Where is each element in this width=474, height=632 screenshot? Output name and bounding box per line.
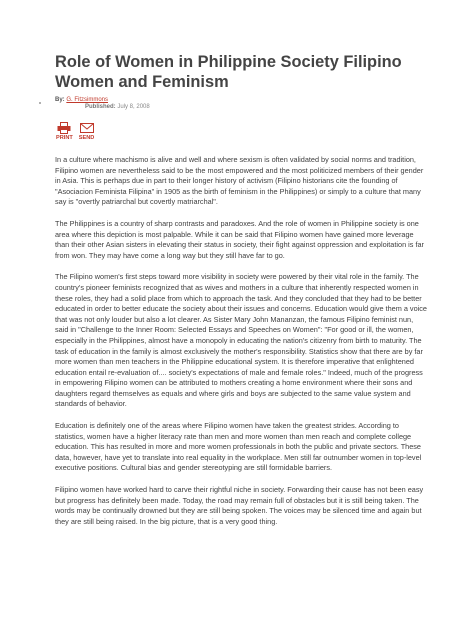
article-tools xyxy=(56,122,94,142)
paragraph: Filipino women have worked hard to carve their rightful niche in society. Forwarding their cause has not been easy but progress has definitely been made. Today, the road may remain full of obstacles but it is still being taken. The words may be continually drowned but they are still being spoken. The voices may be silenced time and again but they are still being raised. In the big picture, that is a very good thing. xyxy=(55,485,424,526)
send-button[interactable] xyxy=(79,122,95,142)
printer-icon xyxy=(57,122,71,134)
published-label: Published: xyxy=(85,104,116,110)
paragraph: The Filipino women's first steps toward more visibility in society were powered by their vital role in the family. The country's pioneer feminists recognized that as wives and mothers in a culture that inherently respected women in these roles, they had a solid place from which to approach the task. And they concluded that they had to be better educated in order to better educate the society about their issues and concerns. Education would give them a voice that was not only louder but also a lot clearer. As Sister Mary John Mananzan, the famous Filipino feminist nun, said in "Challenge to the Inner Room: Selected Essays and Speeches on Women": "For good or ill, the women, especially in the Philippines, almost have a monopoly in educating the nation's citizenry from birth to maturity. The task of education in the family is almost exclusively the mother's responsibility. Statistics show that there are by far more women than men teachers in the Philippine educational system. It is therefore imperative that enlightened education entail re-evaluation of.... society's expectations of male and female roles." Indeed, much of the progress in empowering Filipino women can be attributed to mothers creating a home environment where their sons and daughters regard themselves as equals and where girls and boys are subjected to the same value system and standards of behavior. xyxy=(55,272,427,409)
page-title: Role of Women in Philippine Society Filipino Women and Feminism xyxy=(55,53,402,91)
published-date: July 8, 2008 xyxy=(117,104,150,110)
paragraph: The Philippines is a country of sharp contrasts and paradoxes. And the role of women in Philippine society is one area where this depiction is most palpable. While it can be said that Filipino women have gained more leverage than their other Asian sisters in elevating their status in society, their fight against oppression and exploitation is far from won. They may have come a long way but they still have far to go. xyxy=(55,218,424,260)
send-label: SEND xyxy=(78,135,95,141)
envelope-icon xyxy=(80,122,94,134)
paragraph: Education is definitely one of the areas where Filipino women have taken the greatest strides. According to statistics, women have a higher literacy rate than men and more women than men reach and complete college education. This has resulted in more and more women professionals in both the public and private sectors. These data, however, have yet to translate into real equality in the workplace. Men still far outnumber women in top-level executive positions. Cultural bias and gender stereotyping are still formidable barriers. xyxy=(55,421,422,473)
print-label: PRINT xyxy=(56,135,73,141)
by-label: By: xyxy=(55,97,65,103)
published-info xyxy=(85,103,150,111)
print-button[interactable] xyxy=(56,122,73,142)
author-link[interactable]: G. Fitzsimmons xyxy=(66,97,109,103)
bullet-dot xyxy=(39,102,41,104)
paragraph: In a culture where machismo is alive and well and where sexism is often validated by social norms and tradition, Filipino women are nevertheless said to be the most empowered and the most politicized members of their gender in Asia. This is perhaps due in part to their longer history of activism (Filipino historians cite the founding of "Asociacion Feminista Filipina" in 1905 as the birth of feminism in the Philippines) or simply to a culture that many say is "overtly patriarchal but covertly matriarchal". xyxy=(55,155,424,207)
article-body xyxy=(55,155,427,538)
